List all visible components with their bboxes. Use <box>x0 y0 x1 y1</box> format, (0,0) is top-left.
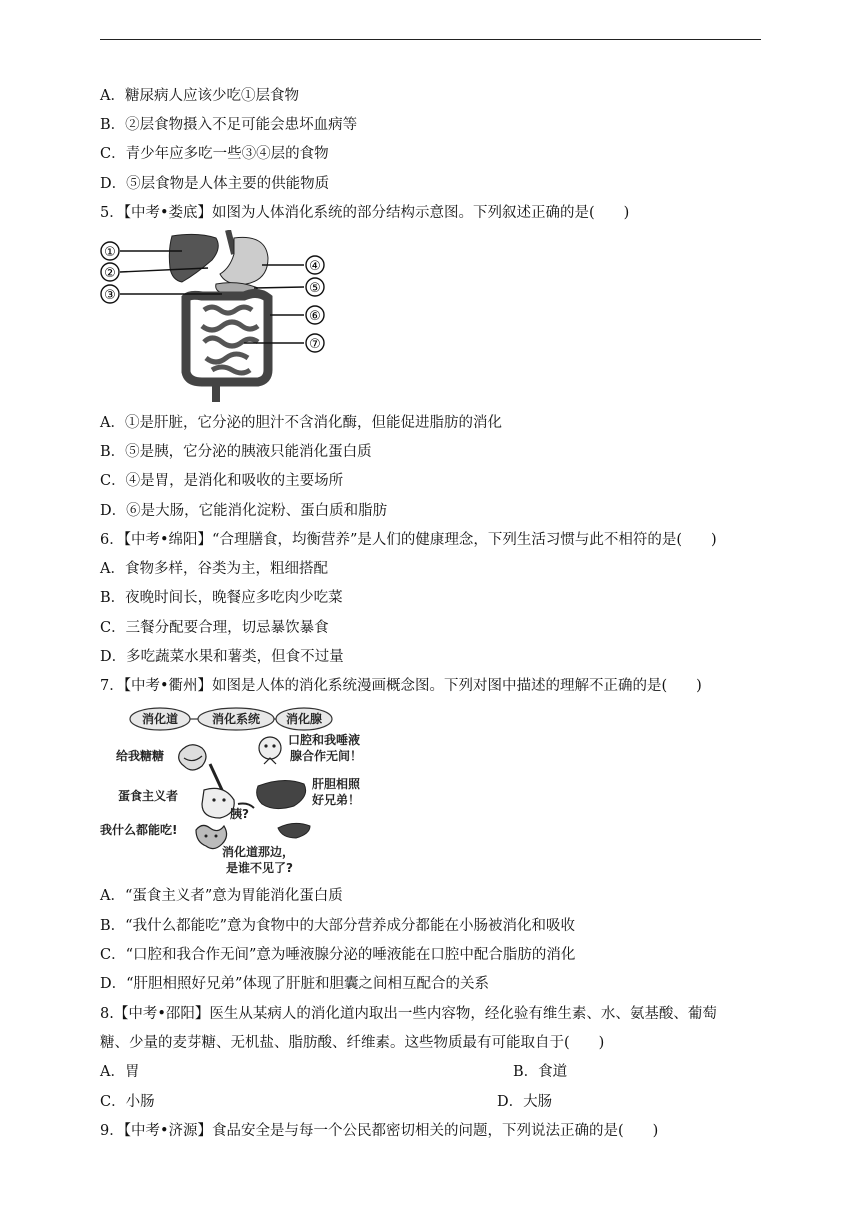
q7-option-c: C．“口腔和我合作无间”意为唾液腺分泌的唾液能在口腔中配合脂肪的消化 <box>100 947 576 963</box>
text-lost-2: 是谁不见了? <box>226 861 293 875</box>
text-lost-1: 消化道那边， <box>222 845 295 859</box>
text-give-sugar: 给我糖糖 <box>116 749 165 763</box>
text-pancreas: 胰? <box>230 807 249 821</box>
label-5: ⑤ <box>309 281 321 296</box>
header-rule <box>100 39 761 40</box>
label-2: ② <box>104 266 116 281</box>
q5-option-c: C．④是胃，是消化和吸收的主要场所 <box>100 473 344 489</box>
q6-option-b: B．夜晚时间长，晚餐应多吃肉少吃菜 <box>100 590 343 606</box>
text-mouth-2: 腺合作无间！ <box>290 749 363 763</box>
label-3: ③ <box>104 288 116 303</box>
q5-option-d: D．⑥是大肠，它能消化淀粉、蛋白质和脂肪 <box>100 503 388 519</box>
q6-option-d: D．多吃蔬菜水果和薯类，但食不过量 <box>100 649 344 665</box>
q4-option-c: C．青少年应多吃一些③④层的食物 <box>100 146 329 162</box>
q6-stem: 6．【中考•绵阳】“合理膳食，均衡营养”是人们的健康理念，下列生活习惯与此不相符的是( ) <box>100 532 717 548</box>
q6-option-a: A．食物多样，谷类为主，粗细搭配 <box>100 561 328 577</box>
q8-stem-line2: 糖、少量的麦芽糖、无机盐、脂肪酸、纤维素。这些物质最有可能取自于( ) <box>100 1035 605 1051</box>
label-tract: 消化道 <box>141 712 179 726</box>
label-7: ⑦ <box>309 337 321 352</box>
label-system: 消化系统 <box>211 712 261 726</box>
q5-stem: 5．【中考•娄底】如图为人体消化系统的部分结构示意图。下列叙述正确的是( ) <box>100 205 630 221</box>
q8-option-c: C．小肠 <box>100 1094 155 1110</box>
q9-stem: 9．【中考•济源】食品安全是与每一个公民都密切相关的问题，下列说法正确的是( ) <box>100 1123 659 1139</box>
q4-option-d: D．⑤层食物是人体主要的供能物质 <box>100 176 330 192</box>
q5-option-b: B．⑤是胰，它分泌的胰液只能消化蛋白质 <box>100 444 372 460</box>
q8-option-d: D．大肠 <box>497 1094 553 1110</box>
label-1: ① <box>104 245 116 260</box>
q7-option-a: A．“蛋食主义者”意为胃能消化蛋白质 <box>100 888 343 904</box>
text-protein-lover: 蛋食主义者 <box>118 789 179 803</box>
q4-option-b: B．②层食物摄入不足可能会患坏血病等 <box>100 117 358 133</box>
q7-stem: 7．【中考•衢州】如图是人体的消化系统漫画概念图。下列对图中描述的理解不正确的是( ) <box>100 678 702 694</box>
digestive-cartoon-diagram <box>98 704 388 880</box>
q7-option-d: D．“肝胆相照好兄弟”体现了肝脏和胆囊之间相互配合的关系 <box>100 976 489 992</box>
text-liver-2: 好兄弟！ <box>312 793 361 807</box>
text-liver-1: 肝胆相照 <box>312 777 361 791</box>
q8-stem-line1: 8.【中考•邵阳】医生从某病人的消化道内取出一些内容物，经化验有维生素、水、氨基酸、葡萄 <box>100 1006 717 1022</box>
label-6: ⑥ <box>309 309 321 324</box>
q7-option-b: B．“我什么都能吃”意为食物中的大部分营养成分都能在小肠被消化和吸收 <box>100 918 575 934</box>
q8-option-b: B．食道 <box>513 1064 568 1080</box>
q8-option-a: A．胃 <box>100 1064 140 1080</box>
text-eat-all: 我什么都能吃! <box>100 823 178 837</box>
q4-option-a: A．糖尿病人应该少吃①层食物 <box>100 88 299 104</box>
text-mouth-1: 口腔和我唾液 <box>288 733 361 747</box>
label-gland: 消化腺 <box>285 712 323 726</box>
q5-option-a: A．①是肝脏，它分泌的胆汁不含消化酶，但能促进脂肪的消化 <box>100 415 502 431</box>
digestive-system-diagram <box>98 230 338 405</box>
label-4: ④ <box>309 259 321 274</box>
q6-option-c: C．三餐分配要合理，切忌暴饮暴食 <box>100 620 329 636</box>
